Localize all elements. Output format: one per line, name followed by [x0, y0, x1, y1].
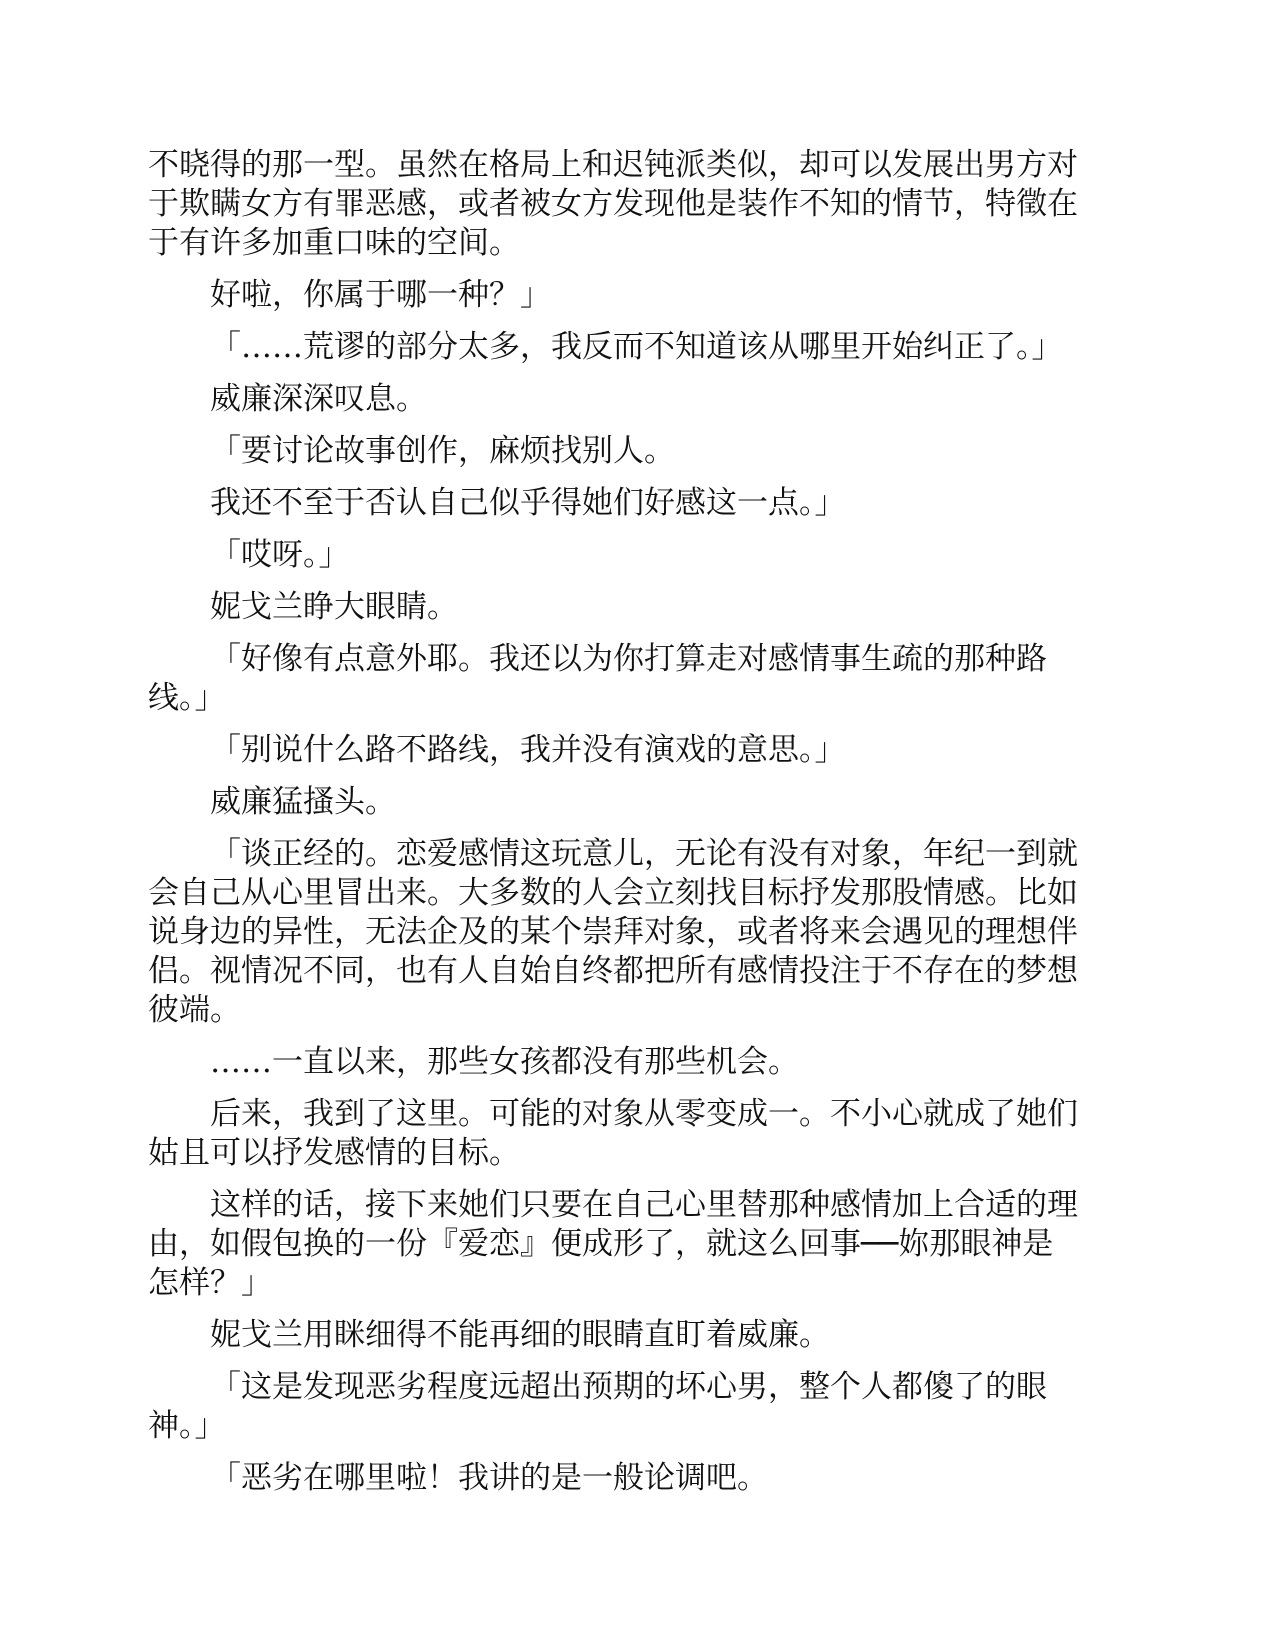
paragraph: 「要讨论故事创作，麻烦找别人。 — [210, 433, 675, 469]
paragraph: 我还不至于否认自己似乎得她们好感这一点。」 — [210, 485, 846, 521]
paragraph: 威廉猛搔头。 — [210, 784, 396, 820]
paragraph: 「好像有点意外耶。我还以为你打算走对感情事生疏的那种路线。」 — [148, 641, 1047, 716]
paragraph: 「……荒谬的部分太多，我反而不知道该从哪里开始纠正了。」 — [210, 329, 1063, 365]
paragraph: 「别说什么路不路线，我并没有演戏的意思。」 — [210, 732, 846, 768]
paragraph: ……一直以来，那些女孩都没有那些机会。 — [210, 1044, 799, 1080]
paragraph: 「这是发现恶劣程度远超出预期的坏心男，整个人都傻了的眼神。」 — [148, 1369, 1047, 1444]
paragraph: 「谈正经的。恋爱感情这玩意儿，无论有没有对象，年纪一到就会自己从心里冒出来。大多数的人会立刻找目标抒发那股情感。比如说身边的异性，无法企及的某个崇拜对象，或者将来会遇见的理想伴侣。视情况不同，也有人自始自终都把所有感情投注于不存在的梦想彼端。 — [148, 836, 1078, 1028]
paragraph: 「恶劣在哪里啦！我讲的是一般论调吧。 — [210, 1460, 768, 1496]
paragraph: 好啦，你属于哪一种？」 — [210, 277, 551, 313]
paragraph: 妮戈兰用眯细得不能再细的眼睛直盯着威廉。 — [210, 1317, 830, 1353]
paragraph: 不晓得的那一型。虽然在格局上和迟钝派类似，却可以发展出男方对于欺瞒女方有罪恶感，或者被女方发现他是装作不知的情节，特徵在于有许多加重口味的空间。 — [148, 147, 1078, 261]
paragraph: 这样的话，接下来她们只要在自己心里替那种感情加上合适的理由，如假包换的一份『爱恋』便成形了，就这么回事──妳那眼神是怎样？」 — [148, 1187, 1078, 1301]
paragraph: 威廉深深叹息。 — [210, 381, 427, 417]
paragraph: 「哎呀。」 — [210, 537, 350, 573]
paragraph: 后来，我到了这里。可能的对象从零变成一。不小心就成了她们姑且可以抒发感情的目标。 — [148, 1096, 1078, 1171]
paragraph: 妮戈兰睁大眼睛。 — [210, 589, 458, 625]
document-page — [148, 146, 1078, 1511]
